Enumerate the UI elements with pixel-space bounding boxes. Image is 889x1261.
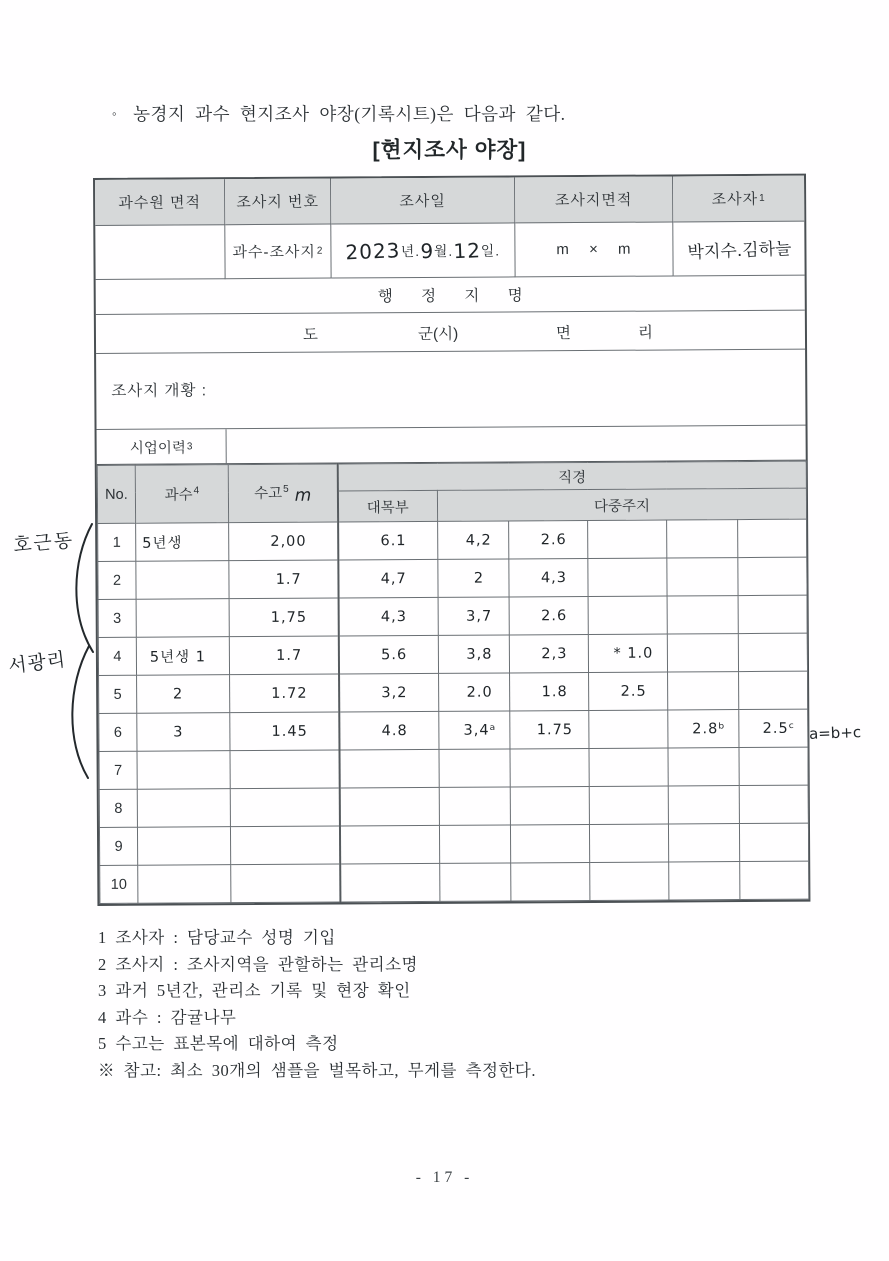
table-row [98, 595, 807, 637]
group2-brace-icon [62, 643, 92, 781]
cell-dajung-1: 4,2 [438, 521, 509, 559]
cell-sugo [230, 788, 339, 827]
cell-dajung-5 [739, 785, 808, 823]
cell-gwasu [137, 827, 230, 866]
site-no-field [225, 225, 331, 280]
cell-dajung-2 [510, 824, 589, 862]
cell-dajung-1 [439, 825, 510, 863]
site-area-field: m × m [515, 222, 673, 277]
cell-gwasu [136, 599, 229, 638]
handwritten-meter-unit: m [294, 485, 312, 506]
cell-dajung-4 [667, 634, 738, 672]
footnote-line: 4 과수 : 감귤나무 [98, 1007, 237, 1027]
cell-sugo: 1.7 [229, 560, 338, 599]
cell-dajung-3 [588, 558, 667, 596]
cell-gwasu [136, 561, 229, 600]
cell-dajung-4 [668, 786, 739, 824]
cell-dajung-5 [740, 861, 809, 899]
cell-sugo [231, 864, 340, 903]
cell-sugo [230, 826, 339, 865]
cell-daemokbu: 5.6 [338, 635, 438, 674]
surveyor-field [673, 222, 804, 277]
unit-myeon: 면 [555, 325, 571, 343]
bullet-icon: ◦ [112, 106, 118, 121]
site-area-header: 조사지면적 [515, 176, 673, 223]
cell-dajung-1: 2.0 [439, 673, 510, 711]
row-number: 3 [98, 599, 136, 637]
cell-dajung-1: 2 [438, 559, 509, 597]
cell-dajung-5 [738, 519, 807, 557]
cell-dajung-4 [667, 558, 738, 596]
cell-gwasu: 3 [137, 713, 230, 752]
orchard-area-header: 과수원 면적 [95, 179, 225, 226]
cell-dajung-1: 3,4ᵃ [439, 711, 510, 749]
survey-date-header: 조사일 [331, 177, 515, 224]
unit-do: 도 [302, 326, 319, 344]
intro-line [112, 101, 752, 126]
footnote-line: ※ 참고: 최소 30개의 샘플을 벌목하고, 무게를 측정한다. [98, 1060, 536, 1080]
cell-gwasu: 5년생 1 [136, 637, 229, 676]
row-number: 4 [98, 637, 136, 675]
history-label-text: 시업이력 [129, 439, 186, 457]
cell-dajung-1: 3,7 [438, 597, 509, 635]
orchard-area-field [95, 225, 225, 280]
cell-dajung-1 [439, 749, 510, 787]
cell-dajung-4 [667, 596, 738, 634]
table-row [98, 519, 807, 561]
cell-dajung-5: 2.5ᶜ [739, 709, 808, 747]
margin-note-group1: 호근동 [12, 529, 76, 557]
cell-dajung-4 [668, 824, 739, 862]
cell-gwasu [138, 865, 231, 904]
cell-daemokbu [339, 787, 439, 826]
handwritten-year: 2023 [345, 237, 402, 264]
cell-dajung-4 [668, 748, 739, 786]
footnote-line: 3 과거 5년간, 관리소 기록 및 현장 확인 [98, 981, 411, 1001]
cell-dajung-5 [739, 823, 808, 861]
cell-daemokbu: 4,7 [338, 559, 438, 598]
sugo-footnote-mark: 5 [283, 483, 289, 495]
form-top-section [95, 176, 805, 280]
row-number: 10 [100, 865, 138, 903]
table-row [99, 709, 808, 751]
cell-dajung-1: 3,8 [438, 635, 509, 673]
cell-dajung-4 [668, 672, 739, 710]
survey-form [93, 174, 810, 906]
cell-sugo: 1.45 [230, 712, 339, 751]
cell-dajung-3: 2.5 [589, 672, 668, 710]
cell-dajung-3 [588, 520, 667, 558]
cell-daemokbu: 3,2 [339, 673, 439, 712]
diameter-header: 직경 [337, 461, 806, 491]
unit-ri: 리 [637, 324, 653, 342]
history-field [227, 426, 806, 464]
cell-daemokbu: 6.1 [338, 521, 438, 560]
cell-sugo: 1.72 [230, 674, 339, 713]
cell-dajung-3 [589, 710, 668, 748]
row-number: 8 [99, 789, 137, 827]
daemokbu-header: 대목부 [337, 490, 437, 522]
table-row [99, 671, 808, 713]
cell-dajung-3 [589, 824, 668, 862]
cell-dajung-5 [738, 595, 807, 633]
cell-gwasu [137, 789, 230, 828]
intro-text: 농경지 과수 현지조사 야장(기록시트)은 다음과 같다. [133, 104, 566, 124]
cell-dajung-5 [739, 747, 808, 785]
gwasu-header-label: 과수 [164, 487, 193, 504]
cell-dajung-3 [588, 596, 667, 634]
cell-dajung-2: 2,3 [509, 634, 588, 672]
row-number: 5 [99, 675, 137, 713]
cell-sugo: 2,00 [229, 522, 338, 561]
table-row [99, 823, 808, 865]
row-number: 1 [98, 523, 136, 561]
history-footnote-mark: 3 [186, 440, 193, 452]
cell-dajung-2 [511, 862, 590, 900]
month-label: 월. [433, 242, 454, 259]
footnotes-block [98, 925, 718, 1085]
sugo-header [228, 464, 337, 523]
sugo-header-label: 수고 [254, 485, 283, 502]
handwritten-day: 12 [452, 237, 482, 263]
page-number: - 17 - [415, 1169, 474, 1186]
surveyor-header [673, 176, 804, 223]
survey-date-field [331, 223, 515, 278]
site-no-header: 조사지 번호 [225, 179, 331, 226]
management-history-row [97, 426, 806, 465]
table-row [98, 633, 807, 675]
handwritten-surveyor-name: 박지수.김하늘 [686, 238, 792, 264]
cell-daemokbu: 4,3 [338, 597, 438, 636]
site-no-footnote-mark: 2 [316, 245, 324, 257]
admin-name-header: 행 정 지 명 [96, 276, 805, 315]
cell-dajung-2 [510, 748, 589, 786]
footnote-line: 2 조사지 : 조사지역을 관할하는 관리소명 [98, 954, 418, 974]
no-header: No. [97, 465, 135, 523]
cell-dajung-3 [589, 786, 668, 824]
table-row [99, 785, 808, 827]
site-no-value: 과수-조사지 [232, 243, 316, 262]
cell-sugo: 1,75 [229, 598, 338, 637]
table-row [99, 747, 808, 789]
cell-dajung-3 [589, 748, 668, 786]
table-row [98, 557, 807, 599]
cell-sugo: 1.7 [229, 636, 338, 675]
row-number: 9 [99, 827, 137, 865]
cell-dajung-2: 2.6 [509, 596, 588, 634]
table-row [100, 861, 809, 903]
site-overview-label: 조사지 개황 : [111, 382, 208, 400]
cell-dajung-4: 2.8ᵇ [668, 710, 739, 748]
row-number: 6 [99, 713, 137, 751]
gwasu-footnote-mark: 4 [193, 485, 200, 497]
row-number: 2 [98, 561, 136, 599]
cell-daemokbu [339, 749, 439, 788]
cell-dajung-2 [510, 786, 589, 824]
cell-gwasu [137, 751, 230, 790]
document-title: [현지조사 야장] [372, 138, 527, 162]
cell-dajung-2: 1.75 [510, 710, 589, 748]
cell-dajung-3: * 1.0 [588, 634, 667, 672]
cell-sugo [230, 750, 339, 789]
cell-dajung-1 [439, 787, 510, 825]
cell-gwasu: 5년생 [136, 523, 229, 562]
cell-daemokbu: 4.8 [339, 711, 439, 750]
margin-note-group2: 서광리 [7, 648, 68, 678]
cell-dajung-4 [669, 862, 740, 900]
cell-dajung-2: 4,3 [509, 558, 588, 596]
site-overview-row [96, 350, 805, 430]
handwritten-month: 9 [419, 238, 435, 263]
gwasu-header [135, 465, 228, 524]
measurement-table [97, 461, 810, 904]
cell-dajung-1 [440, 863, 511, 901]
cell-daemokbu [339, 825, 439, 864]
surveyor-header-label: 조사자 [711, 190, 759, 209]
surveyor-footnote-mark: 1 [759, 192, 766, 204]
admin-units-row [96, 311, 805, 354]
cell-dajung-5 [738, 557, 807, 595]
group1-brace-icon [66, 521, 96, 655]
cell-dajung-5 [739, 671, 808, 709]
dajungjuji-header: 다중주지 [437, 488, 806, 521]
footnote-line: 5 수고는 표본목에 대하여 측정 [98, 1034, 339, 1054]
cell-dajung-2: 2.6 [509, 520, 588, 558]
cell-gwasu: 2 [137, 675, 230, 714]
margin-note-abc: a=b+c [808, 723, 862, 743]
cell-dajung-5 [738, 633, 807, 671]
day-label: 일. [480, 242, 501, 259]
cell-dajung-4 [667, 520, 738, 558]
cell-dajung-2: 1.8 [510, 672, 589, 710]
history-label [97, 429, 227, 464]
row-number: 7 [99, 751, 137, 789]
year-label: 년. [400, 242, 421, 259]
unit-gunsi: 군(시) [417, 325, 459, 344]
footnote-line: 1 조사자 : 담당교수 성명 기입 [98, 928, 336, 947]
cell-daemokbu [340, 863, 440, 902]
cell-dajung-3 [590, 862, 669, 900]
